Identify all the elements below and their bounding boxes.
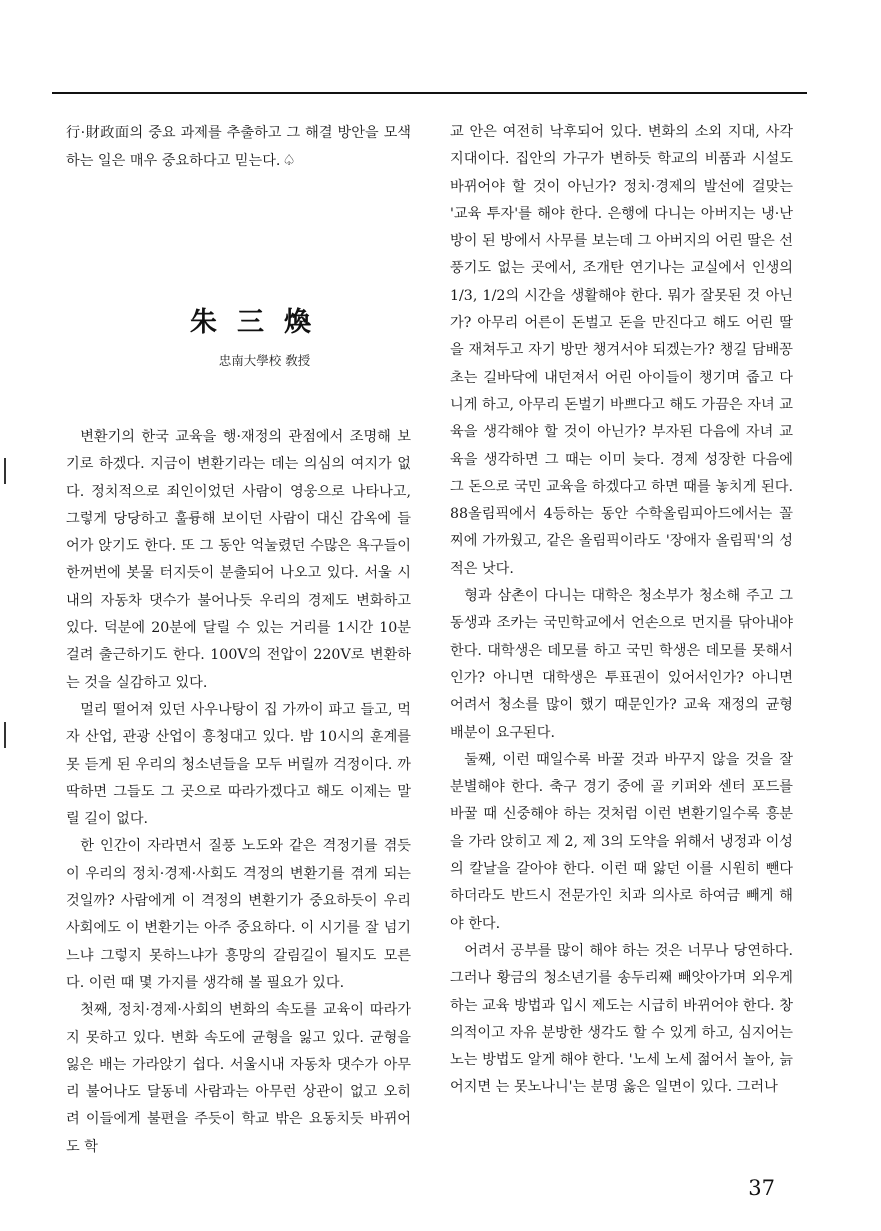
intro-end-text: 行·財政面의 중요 과제를 추출하고 그 해결 방안을 모색하는 일은 매우 중요하다고 믿는다. xyxy=(66,125,411,170)
body-paragraph: 한 인간이 자라면서 질풍 노도와 같은 격정기를 겪듯이 우리의 정치·경제·사회도 격정의 변환기를 겪게 되는 것일까? 사람에게 이 격정의 변환기가 중요하듯이 우리 사회에도 이 변환기는 아주 중요하다. 이 시기를 잘 넘기느냐 그렇지 못하느냐가 흥망의 갈림길이 될지도 모른다. 이런 때 몇 가지를 생각해 볼 필요가 있다. xyxy=(66,838,411,991)
body-paragraph: 둘째, 이런 때일수록 바꿀 것과 바꾸지 않을 것을 잘 분별해야 한다. 축구 경기 중에 골 키퍼와 센터 포드를 바꿀 때 신중해야 하는 것처럼 이런 변환기일수록 흥분을 가라 앉히고 제 2, 제 3의 도약을 위해서 냉정과 이성의 칼날을 갈아야 한다. 이런 때 앓던 이를 시원히 뺀다 하더라도 반드시 전문가인 치과 의사로 하여금 빼게 해야 한다. xyxy=(450,751,793,932)
top-rule xyxy=(52,92,807,94)
end-mark-icon: ♤ xyxy=(282,151,296,170)
body-paragraph: 변환기의 한국 교육을 행·재정의 관점에서 조명해 보기로 하겠다. 지금이 변환기라는 데는 의심의 여지가 없다. 정치적으로 죄인이었던 사람이 영웅으로 나타나고, 그렇게 당당하고 훌륭해 보이던 사람이 대신 감옥에 들어가 앉기도 한다. 또 그 동안 억눌렸던 수많은 욕구들이 한꺼번에 봇물 터지듯이 분출되어 나오고 있다. 서울 시내의 자동차 댓수가 불어나듯 우리의 경제도 변화하고 있다. 덕분에 20분에 달릴 수 있는 거리를 1시간 10분 걸려 출근하기도 한다. 100V의 전압이 220V로 변환하는 것을 실감하고 있다. xyxy=(66,429,411,691)
body-paragraph: 어려서 공부를 많이 해야 하는 것은 너무나 당연하다. 그러나 황금의 청소년기를 송두리째 빼앗아가며 외우게 하는 교육 방법과 입시 제도는 시급히 바뀌어야 한다. 창의적이고 자유 분방한 생각도 할 수 있게 하고, 심지어는 노는 방법도 알게 해야 한다. '노세 노세 젊어서 놀아, 늙어지면 는 못노나니'는 분명 옳은 일면이 있다. 그러나 xyxy=(450,942,793,1096)
margin-tick-upper xyxy=(4,458,6,484)
intro-end-paragraph xyxy=(66,120,411,176)
page-number: 37 xyxy=(748,1176,775,1200)
body-paragraph: 형과 삼촌이 다니는 대학은 청소부가 청소해 주고 그 동생과 조카는 국민학교에서 언손으로 먼지를 닦아내야 한다. 대학생은 데모를 하고 국민 학생은 데모를 못해서인가? 아니면 대학생은 투표권이 있어서인가? 아니면 어려서 청소를 많이 했기 때문인가? 교육 재정의 균형 배분이 요구된다. xyxy=(450,588,793,741)
author-name: 朱三煥 xyxy=(190,307,331,338)
author-block xyxy=(66,300,411,369)
body-paragraph: 첫째, 정치·경제·사회의 변화의 속도를 교육이 따라가지 못하고 있다. 변화 속도에 균형을 잃고 있다. 균형을 잃은 배는 가라앉기 쉽다. 서울시내 자동차 댓수가 아무리 불어나도 달동네 사람과는 아무런 상관이 없고 오히려 이들에게 불편을 주듯이 학교 밖은 요동치듯 바뀌어도 학 xyxy=(66,1002,411,1155)
body-paragraph: 멀리 떨어져 있던 사우나탕이 집 가까이 파고 들고, 먹자 산업, 관광 산업이 흥청대고 있다. 밤 10시의 훈계를 못 듣게 된 우리의 청소년들을 모두 버릴까 걱정이다. 까딱하면 그들도 그 곳으로 따라가겠다고 해도 이제는 말릴 길이 없다. xyxy=(66,701,411,828)
right-column xyxy=(450,119,793,1102)
author-affiliation: 忠南大學校 敎授 xyxy=(218,353,311,368)
body-paragraph: 교 안은 여전히 낙후되어 있다. 변화의 소외 지대, 사각 지대이다. 집안의 가구가 변하듯 학교의 비품과 시설도 바뀌어야 할 것이 아닌가? 정치·경제의 발선에 걸맞는 '교육 투자'를 해야 한다. 은행에 다니는 아버지는 냉·난방이 된 방에서 사무를 보는데 그 아버지의 어린 딸은 선풍기도 없는 곳에서, 조개탄 연기나는 교실에서 인생의 1/3, 1/2의 시간을 생활해야 한다. 뭐가 잘못된 것 아닌가? 아무리 어른이 돈벌고 돈을 만진다고 해도 어린 딸을 재쳐두고 자기 방만 챙겨서야 되겠는가? 챙길 담배꽁초는 길바닥에 내던져서 어린 아이들이 챙기며 줍고 다니게 하고, 아무리 돈벌기 바쁘다고 해도 가끔은 자녀 교육을 생각해야 할 것이 아닌가? 부자된 다음에 자녀 교육을 생각하면 그 때는 이미 늦다. 경제 성장한 다음에 그 돈으로 국민 교육을 하겠다고 하면 때를 놓치게 된다. 88올림픽에서 4등하는 동안 수학올림피아드에서는 꼴찌에 가까웠고, 같은 올림픽이라도 '장애자 올림픽'의 성적은 낫다. xyxy=(450,124,793,577)
margin-tick-lower xyxy=(4,722,6,748)
left-column-body xyxy=(66,424,411,1161)
left-column-top xyxy=(66,120,411,176)
